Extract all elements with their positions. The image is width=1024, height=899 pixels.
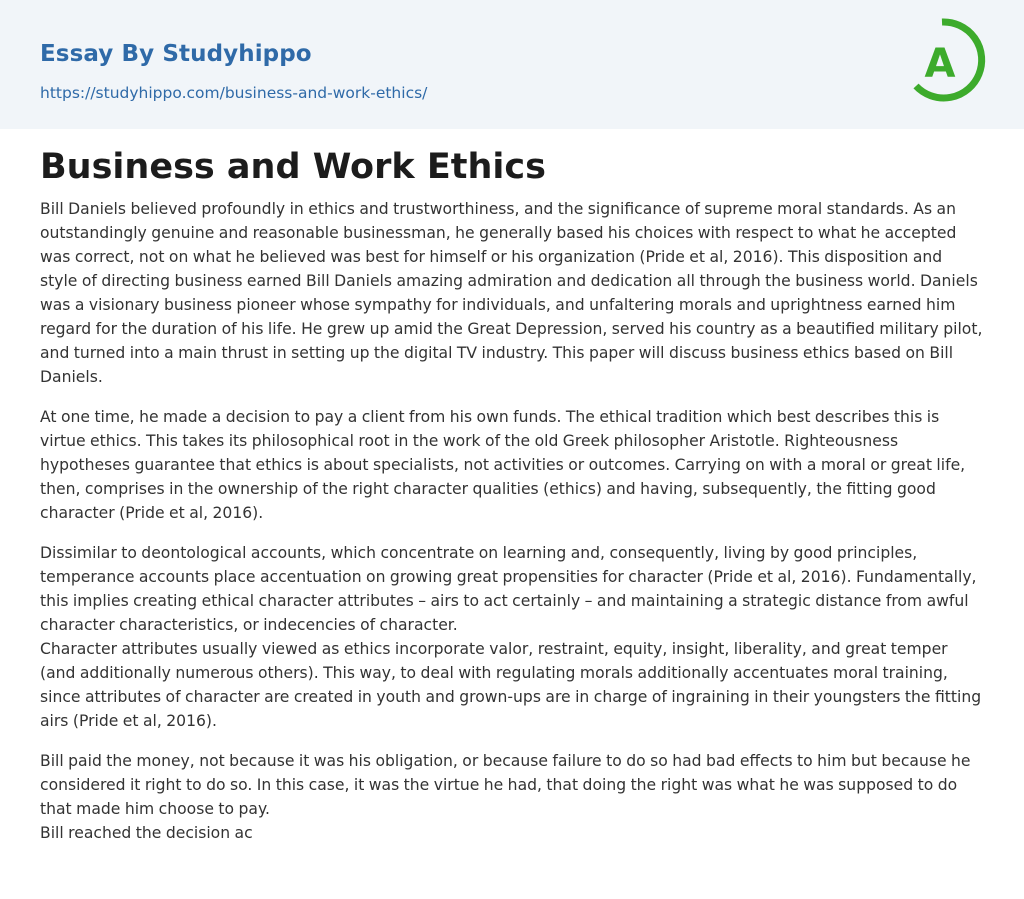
site-header bbox=[0, 0, 1024, 129]
essay-url-link[interactable]: https://studyhippo.com/business-and-work-ethics/ bbox=[40, 84, 428, 102]
essay-title: Business and Work Ethics bbox=[40, 147, 546, 187]
essay-paragraph: Dissimilar to deontological accounts, which concentrate on learning and, consequently, living by good principles, temperance accounts place accentuation on growing great propensities for character (Pride et al, 2016). Fundamentally, this implies creating ethical character attributes – airs to act certainly – and maintaining a strategic distance from awful character characteristics, or indecencies of character. bbox=[40, 544, 977, 634]
essay-paragraph: At one time, he made a decision to pay a client from his own funds. The ethical tradition which best describes this is virtue ethics. This takes its philosophical root in the work of the old Greek philosopher Aristotle. Righteousness hypotheses guarantee that ethics is about specialists, not activities or outcomes. Carrying on with a moral or great life, then, comprises in the ownership of the right character qualities (ethics) and having, subsequently, the fitting good character (Pride et al, 2016). bbox=[40, 408, 966, 522]
essay-article bbox=[40, 143, 984, 861]
logo-letter: A bbox=[924, 41, 956, 87]
site-brand[interactable]: Essay By Studyhippo bbox=[40, 41, 312, 67]
essay-paragraph: Character attributes usually viewed as ethics incorporate valor, restraint, equity, insight, liberality, and great temper (and additionally numerous others). This way, to deal with regulating morals additionally accentuates moral training, since attributes of character are created in youth and grown-ups are in charge of ingraining in their youngsters the fitting airs (Pride et al, 2016). bbox=[40, 640, 982, 730]
essay-paragraph-truncated: Bill reached the decision ac bbox=[40, 824, 253, 842]
essay-paragraph: Bill paid the money, not because it was his obligation, or because failure to do so had bad effects to him but because he considered it right to do so. In this case, it was the virtue he had, that doing the right was what he was supposed to do that made him choose to pay. bbox=[40, 752, 971, 818]
essay-paragraph: Bill Daniels believed profoundly in ethics and trustworthiness, and the significance of supreme moral standards. As an outstandingly genuine and reasonable businessman, he generally based his choices with respect to what he accepted was correct, not on what he believed was best for himself or his organization (Pride et al, 2016). This disposition and style of directing business earned Bill Daniels amazing admiration and dedication all through the business world. Daniels was a visionary business pioneer whose sympathy for individuals, and unfaltering morals and uprightness earned him regard for the duration of his life. He grew up amid the Great Depression, served his country as a beautified military pilot, and turned into a main thrust in setting up the digital TV industry. This paper will discuss business ethics based on Bill Daniels. bbox=[40, 200, 983, 386]
studyhippo-logo-icon[interactable] bbox=[906, 14, 992, 110]
